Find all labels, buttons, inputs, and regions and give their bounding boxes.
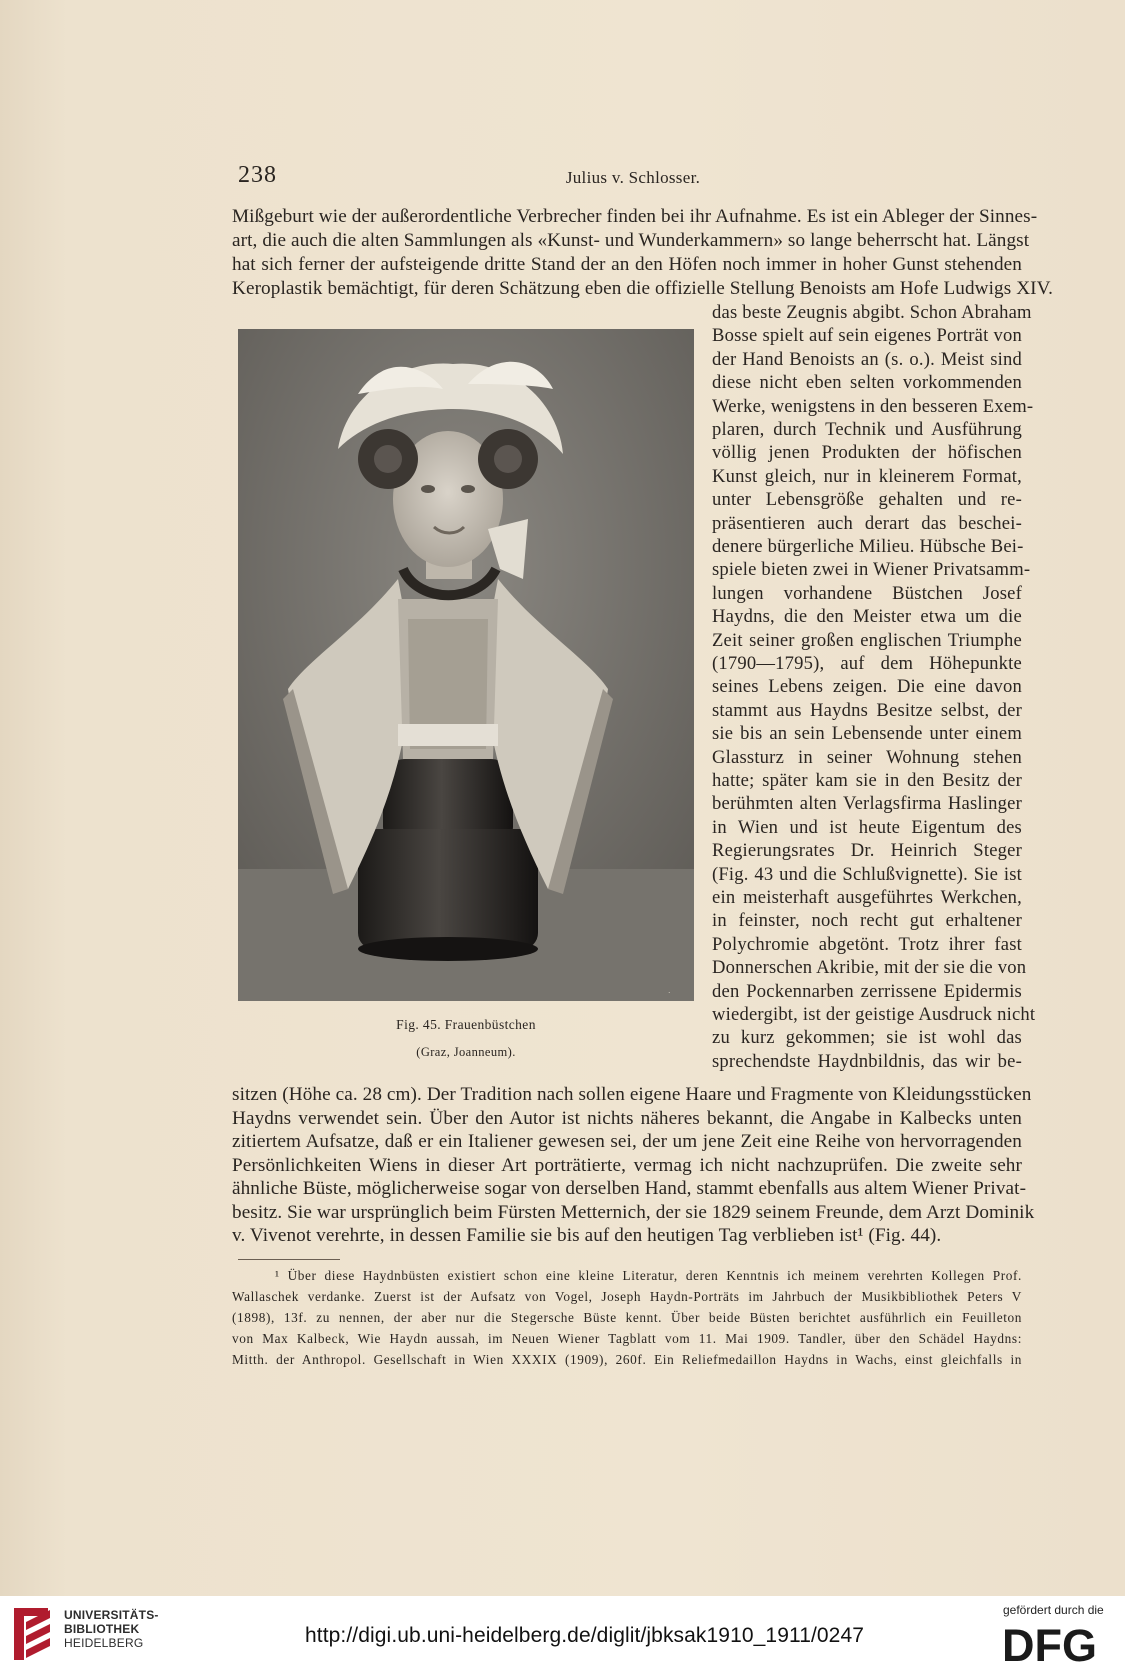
column-line: Haydns, die den Meister etwa um die bbox=[712, 606, 1022, 628]
column-line: Donnerschen Akribie, mit der sie die von bbox=[712, 957, 1027, 979]
column-line: unter Lebensgröße gehalten und re- bbox=[712, 489, 1022, 511]
column-line: präsentieren auch derart das beschei- bbox=[712, 512, 1022, 534]
running-head bbox=[238, 162, 1028, 192]
body-line: v. Vivenot verehrte, in dessen Familie sie bis auf den heutigen Tag verblieben ist¹ (Fig. 44). bbox=[232, 1225, 942, 1246]
body-line: zitiertem Aufsatze, daß er ein Italiener gewesen sei, der um jene Zeit eine Reihe von hervorragenden bbox=[232, 1131, 1022, 1152]
body-line: art, die auch die alten Sammlungen als «Kunst- und Wunderkammern» so lange beherrscht hat. Längst bbox=[232, 230, 1030, 251]
column-line: Zeit seiner großen englischen Triumphe bbox=[712, 629, 1022, 651]
footnote-line: ¹ Über diese Haydnbüsten existiert schon eine kleine Literatur, deren Kenntnis ich meinem verehrten Kollegen Prof. bbox=[275, 1268, 1022, 1283]
column-line: wiedergibt, ist der geistige Ausdruck nicht bbox=[712, 1004, 1036, 1025]
column-line: spiele bieten zwei in Wiener Privatsamm- bbox=[712, 559, 1031, 581]
column-line: (Fig. 43 und die Schlußvignette). Sie ist bbox=[712, 863, 1022, 885]
body-line: hat sich ferner der aufsteigende dritte Stand der an den Höfen noch immer in hoher Gunst stehenden bbox=[232, 254, 1022, 275]
permalink-url[interactable]: http://digi.ub.uni-heidelberg.de/diglit/jbksak1910_1911/0247 bbox=[305, 1624, 865, 1647]
column-line: (1790—1795), auf dem Höhepunkte bbox=[712, 653, 1022, 674]
column-line: Bosse spielt auf sein eigenes Porträt von bbox=[712, 325, 1022, 347]
running-title: Julius v. Schlosser. bbox=[565, 168, 701, 187]
column-line: denere bürgerliche Milieu. Hübsche Bei- bbox=[712, 536, 1024, 557]
column-line: zu kurz gekommen; sie ist wohl das bbox=[712, 1027, 1022, 1049]
column-line: in feinster, noch recht gut erhaltener bbox=[712, 910, 1022, 932]
university-library-logo-icon bbox=[12, 1604, 56, 1664]
funding-note: gefördert durch die bbox=[1003, 1603, 1104, 1617]
figure-caption: Fig. 45. Frauenbüstchen bbox=[396, 1017, 536, 1032]
figure-caption-location: (Graz, Joanneum). bbox=[416, 1045, 516, 1059]
column-line: lungen vorhandene Büstchen Josef bbox=[712, 582, 1022, 604]
column-line: diese nicht eben selten vorkommenden bbox=[712, 372, 1022, 394]
column-line: das beste Zeugnis abgibt. Schon Abraham bbox=[712, 302, 1032, 323]
footnote-line: Mitth. der Anthropol. Gesellschaft in Wien XXXIX (1909), 260f. Ein Reliefmedaillon Haydns in Wachs, einst gleichfalls in bbox=[232, 1352, 1022, 1367]
column-line: plaren, durch Technik und Ausführung bbox=[712, 419, 1022, 440]
library-name-line3: HEIDELBERG bbox=[64, 1636, 144, 1650]
footnote-separator bbox=[238, 1259, 340, 1260]
viewer-footer bbox=[0, 1596, 1125, 1674]
column-line: hatte; später kam sie in den Besitz der bbox=[712, 770, 1022, 791]
bust-illustration bbox=[238, 329, 694, 1001]
column-line: berühmten alten Verlagsfirma Haslinger bbox=[712, 793, 1022, 815]
footnote-line: Wallaschek verdanke. Zuerst ist der Aufsatz von Vogel, Joseph Haydn-Porträts im Jahrbuch der Musikbibliothek Peters V bbox=[232, 1289, 1022, 1304]
body-line: Mißgeburt wie der außerordentliche Verbrecher finden bei ihr Aufnahme. Es ist ein Ableger der Sinnes- bbox=[232, 206, 1038, 227]
body-line: besitz. Sie war ursprünglich beim Fürsten Metternich, der sie 1829 seinem Freunde, dem Arzt Dominik bbox=[232, 1201, 1035, 1223]
column-line: stammt aus Haydns Besitze selbst, der bbox=[712, 699, 1022, 721]
column-line: Regierungsrates Dr. Heinrich Steger bbox=[712, 840, 1022, 862]
column-line: sprechendste Haydnbildnis, das wir be- bbox=[712, 1050, 1022, 1072]
library-name-line1: UNIVERSITÄTS- bbox=[64, 1608, 159, 1622]
library-name-line2: BIBLIOTHEK bbox=[64, 1622, 140, 1636]
column-line: Kunst gleich, nur in kleinerem Format, bbox=[712, 465, 1022, 487]
dfg-logo: DFG bbox=[1002, 1620, 1097, 1671]
figure-bust-photo bbox=[238, 329, 694, 1001]
footnote-line: von Max Kalbeck, Wie Haydn aussah, im Neuen Wiener Tagblatt vom 11. Mai 1909. Tandler, über den Schädel Haydns: bbox=[232, 1331, 1022, 1346]
column-line: sie bis an sein Lebensende unter einem bbox=[712, 723, 1022, 745]
column-line: Glassturz in seiner Wohnung stehen bbox=[712, 746, 1022, 768]
column-line: völlig jenen Produkten der höfischen bbox=[712, 442, 1022, 464]
column-line: der Hand Benoists an (s. o.). Meist sind bbox=[712, 348, 1022, 370]
body-line: Haydns verwendet sein. Über den Autor ist nichts näheres bekannt, die Angabe in Kalbecks unten bbox=[232, 1107, 1022, 1129]
footnote-line: (1898), 13f. zu nennen, der aber nur die Stegersche Büste kennt. Über beide Büsten berichtet ausführlich ein Feuilleton bbox=[232, 1310, 1022, 1325]
column-line: Polychromie abgetönt. Trotz ihrer fast bbox=[712, 933, 1022, 955]
body-line: sitzen (Höhe ca. 28 cm). Der Tradition nach sollen eigene Haare und Fragmente von Kleidungsstücken bbox=[232, 1084, 1032, 1105]
body-line: ähnliche Büste, möglicherweise sogar von derselben Hand, stammt ebenfalls aus altem Wiener Privat- bbox=[232, 1178, 1027, 1199]
column-line: ein meisterhaft ausgeführtes Werkchen, bbox=[712, 887, 1022, 908]
body-line: Keroplastik bemächtigt, für deren Schätzung eben die offizielle Stellung Benoists am Hofe Ludwigs XIV. bbox=[232, 278, 1054, 299]
column-line: den Pockennarben zerrissene Epidermis bbox=[712, 980, 1022, 1002]
column-line: Werke, wenigstens in den besseren Exem- bbox=[712, 395, 1034, 417]
body-line: Persönlichkeiten Wiens in dieser Art porträtierte, vermag ich nicht nachzuprüfen. Die zweite sehr bbox=[232, 1154, 1022, 1176]
column-line: in Wien und ist heute Eigentum des bbox=[712, 816, 1022, 838]
page-number: 238 bbox=[238, 162, 277, 188]
svg-text:.: . bbox=[668, 985, 671, 995]
column-line: seines Lebens zeigen. Die eine davon bbox=[712, 676, 1022, 698]
